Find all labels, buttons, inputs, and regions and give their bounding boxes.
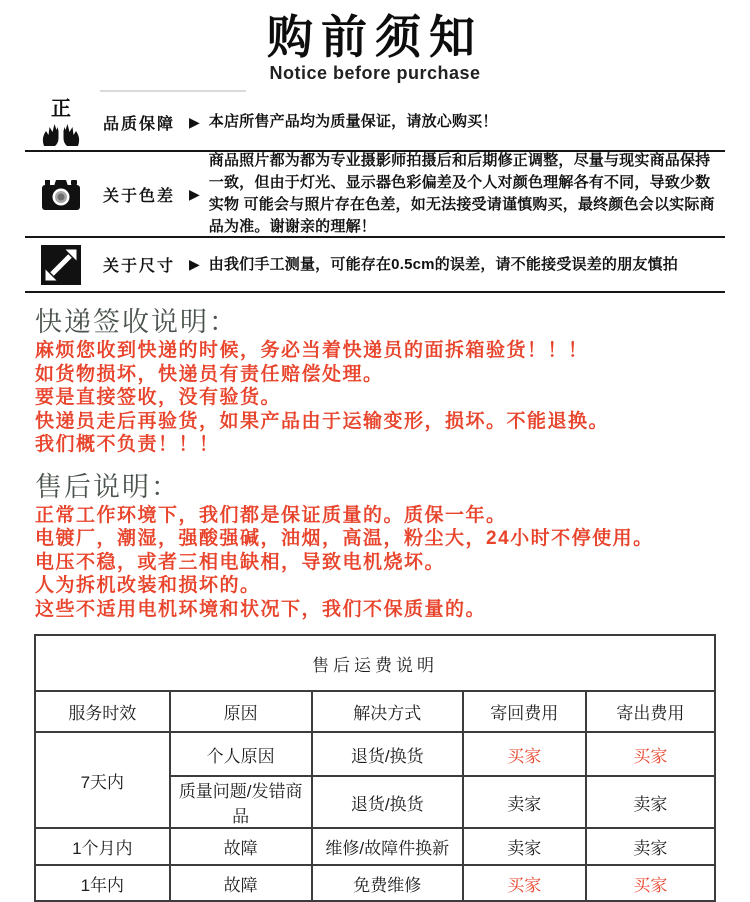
- notice-size: [25, 238, 725, 293]
- aftersales-section: [35, 470, 720, 622]
- reason-cell: 个人原因: [170, 732, 312, 776]
- column-header-reason: 原因: [170, 691, 312, 732]
- return-fee-cell: 卖家: [463, 828, 586, 865]
- table-row: [35, 732, 715, 776]
- notice-label-size: 关于尺寸: [103, 258, 176, 275]
- send-fee-cell: 买家: [586, 865, 715, 901]
- return-fee-cell: 买家: [463, 732, 586, 776]
- table-header-row: [35, 691, 715, 732]
- notice-label-color: 关于色差: [103, 187, 176, 205]
- notice-text-color: 商品照片都为都为专业摄影师拍摄后和后期修正调整，尽量与现实商品保持一致，但由于灯光、显示器色彩偏差及个人对颜色理解各有不同，导致少数实物 可能会与照片存在色差，如无法接受请谨慎购买，最终颜色会以实际商品为准。谢谢亲的理解！: [208, 152, 715, 235]
- column-header-service-time: 服务时效: [35, 691, 170, 732]
- page-title: 购前须知: [267, 11, 483, 63]
- aftersales-heading: 售后说明：: [35, 471, 180, 502]
- return-fee-cell: 买家: [463, 865, 586, 901]
- service-time-cell: 1年内: [35, 865, 170, 901]
- send-fee-cell: 卖家: [586, 828, 715, 865]
- service-time-cell: 7天内: [35, 732, 170, 828]
- size-arrow-icon: [41, 245, 81, 285]
- delivery-line: 我们概不负责！！！: [35, 434, 220, 455]
- aftersales-line: 电压不稳，或者三相电缺相，导致电机烧坏。: [35, 551, 446, 573]
- solution-cell: 维修/故障件换新: [312, 828, 463, 865]
- delivery-line: 要是直接签收，没有验货。: [35, 387, 282, 408]
- aftersales-line: 人为拆机改装和损坏的。: [35, 575, 261, 596]
- aftersales-line: 正常工作环境下，我们都是保证质量的。质保一年。: [35, 504, 507, 526]
- delivery-line: 麻烦您收到快递的时候，务必当着快递员的面拆箱验货！！！: [35, 340, 589, 361]
- aftersales-line: 电镀厂，潮湿，强酸强碱，油烟，高温，粉尘大，24小时不停使用。: [35, 528, 654, 549]
- solution-cell: 退货/换货: [312, 732, 463, 776]
- shipping-fee-table: [34, 634, 716, 902]
- delivery-line: 如货物损坏，快递员有责任赔偿处理。: [35, 363, 384, 385]
- service-time-cell: 1个月内: [35, 828, 170, 865]
- table-title-row: [35, 635, 715, 691]
- reason-cell: 质量问题/发错商品: [170, 776, 312, 828]
- notice-quality: [25, 94, 725, 152]
- column-header-solution: 解决方式: [312, 691, 463, 732]
- send-fee-cell: 卖家: [586, 776, 715, 828]
- reason-cell: 故障: [170, 828, 312, 865]
- decorative-line: [100, 90, 246, 92]
- cupping-hands-shape: [39, 120, 83, 146]
- column-header-return-fee: 寄回费用: [463, 691, 586, 732]
- solution-cell: 免费维修: [312, 865, 463, 901]
- delivery-heading: 快递签收说明：: [35, 307, 238, 337]
- notice-text-quality: 本店所售产品均为质量保证，请放心购买！: [208, 113, 498, 130]
- triangle-bullet-icon: ▶: [189, 256, 200, 272]
- delivery-receipt-section: [35, 305, 720, 457]
- table-row: [35, 828, 715, 865]
- delivery-line: 快递员走后再验货，如果产品由于运输变形，损坏。不能退换。: [35, 410, 610, 432]
- notice-text-size: 由我们手工测量，可能存在0.5cm的误差，请不能接受误差的朋友慎拍: [208, 255, 678, 273]
- table-title: 售后运费说明: [35, 635, 715, 691]
- page-header: [0, 0, 750, 92]
- notice-list: [25, 94, 725, 293]
- column-header-send-fee: 寄出费用: [586, 691, 715, 732]
- camera-icon: [41, 177, 81, 211]
- triangle-bullet-icon: ▶: [189, 185, 200, 202]
- send-fee-cell: 买家: [586, 732, 715, 776]
- solution-cell: 退货/换货: [312, 776, 463, 828]
- notice-color: [25, 152, 725, 238]
- page-subtitle: Notice before purchase: [269, 63, 481, 83]
- quality-seal-hands-icon: [39, 98, 83, 146]
- aftersales-line: 这些不适用电机环境和状况下，我们不保质量的。: [35, 598, 487, 620]
- return-fee-cell: 卖家: [463, 776, 586, 828]
- zheng-character: 正: [51, 98, 71, 120]
- notice-label-quality: 品质保障: [103, 115, 176, 133]
- reason-cell: 故障: [170, 865, 312, 901]
- table-row: [35, 865, 715, 901]
- triangle-bullet-icon: ▶: [189, 113, 200, 130]
